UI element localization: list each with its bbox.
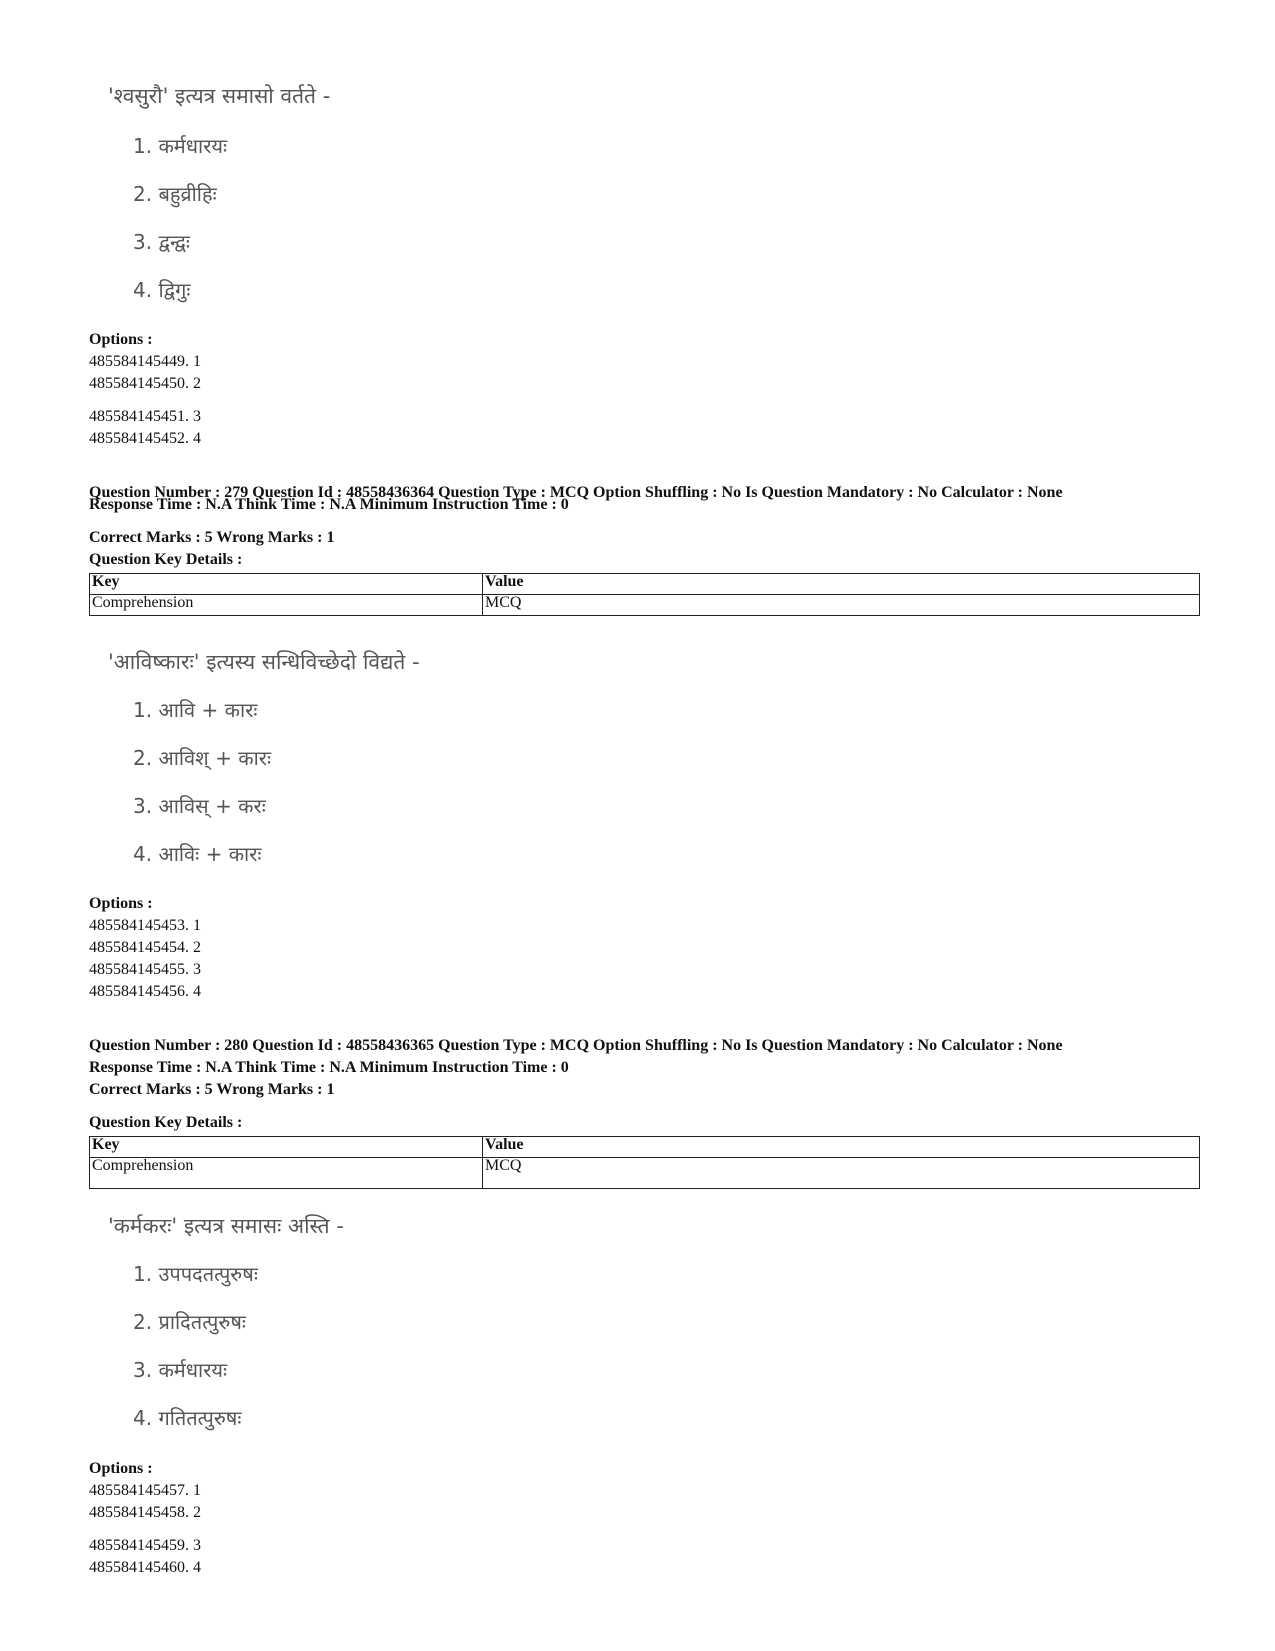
options-label: Options : xyxy=(89,331,153,348)
key-details-label: Question Key Details : xyxy=(89,551,243,568)
choice-3: 3. कर्मधारयः xyxy=(133,1358,228,1382)
option-id: 485584145454. 2 xyxy=(89,939,201,956)
value-cell: MCQ xyxy=(483,1158,1200,1189)
question-meta-line2: Response Time : N.A Think Time : N.A Minimum Instruction Time : 0 xyxy=(89,496,569,513)
choice-2: 2. आविश् + कारः xyxy=(133,746,272,770)
choice-3: 3. द्वन्द्वः xyxy=(133,230,190,254)
choice-4: 4. आविः + कारः xyxy=(133,842,262,866)
option-id: 485584145453. 1 xyxy=(89,917,201,934)
option-id: 485584145449. 1 xyxy=(89,353,201,370)
option-id: 485584145450. 2 xyxy=(89,375,201,392)
choice-1: 1. उपपदतत्पुरुषः xyxy=(133,1262,258,1286)
key-cell: Comprehension xyxy=(90,595,483,616)
option-id: 485584145459. 3 xyxy=(89,1537,201,1554)
choice-2: 2. बहुव्रीहिः xyxy=(133,182,217,206)
question-meta-line1: Question Number : 279 Question Id : 48558436364 Question Type : MCQ Option Shuffling : No Is Question Mandatory : No Calculator : None xyxy=(89,484,1063,501)
marks-line: Correct Marks : 5 Wrong Marks : 1 xyxy=(89,529,335,546)
question-stem: 'आविष्कारः' इत्यस्य सन्धिविच्छेदो विद्यते - xyxy=(108,650,420,674)
value-header: Value xyxy=(483,574,1200,595)
option-id: 485584145456. 4 xyxy=(89,983,201,1000)
options-label: Options : xyxy=(89,1460,153,1477)
choice-1: 1. कर्मधारयः xyxy=(133,134,228,158)
choice-4: 4. द्विगुः xyxy=(133,278,191,302)
marks-line: Correct Marks : 5 Wrong Marks : 1 xyxy=(89,1081,335,1098)
choice-3: 3. आविस् + करः xyxy=(133,794,266,818)
option-id: 485584145458. 2 xyxy=(89,1504,201,1521)
option-id: 485584145460. 4 xyxy=(89,1559,201,1576)
choice-1: 1. आवि + कारः xyxy=(133,698,258,722)
value-cell: MCQ xyxy=(483,595,1200,616)
key-table xyxy=(89,1136,1200,1189)
question-stem: 'कर्मकरः' इत्यत्र समासः अस्ति - xyxy=(108,1214,344,1238)
key-header: Key xyxy=(90,574,483,595)
options-label: Options : xyxy=(89,895,153,912)
option-id: 485584145451. 3 xyxy=(89,408,201,425)
choice-4: 4. गतितत्पुरुषः xyxy=(133,1406,242,1430)
question-stem: 'श्वसुरौ' इत्यत्र समासो वर्तते - xyxy=(108,84,331,108)
key-details-label: Question Key Details : xyxy=(89,1114,243,1131)
key-table xyxy=(89,573,1200,616)
question-meta-line1: Question Number : 280 Question Id : 48558436365 Question Type : MCQ Option Shuffling : No Is Question Mandatory : No Calculator : None xyxy=(89,1037,1063,1054)
option-id: 485584145452. 4 xyxy=(89,430,201,447)
question-meta-line2: Response Time : N.A Think Time : N.A Minimum Instruction Time : 0 xyxy=(89,1059,569,1076)
option-id: 485584145455. 3 xyxy=(89,961,201,978)
option-id: 485584145457. 1 xyxy=(89,1482,201,1499)
key-cell: Comprehension xyxy=(90,1158,483,1189)
choice-2: 2. प्रादितत्पुरुषः xyxy=(133,1310,246,1334)
key-header: Key xyxy=(90,1137,483,1158)
value-header: Value xyxy=(483,1137,1200,1158)
